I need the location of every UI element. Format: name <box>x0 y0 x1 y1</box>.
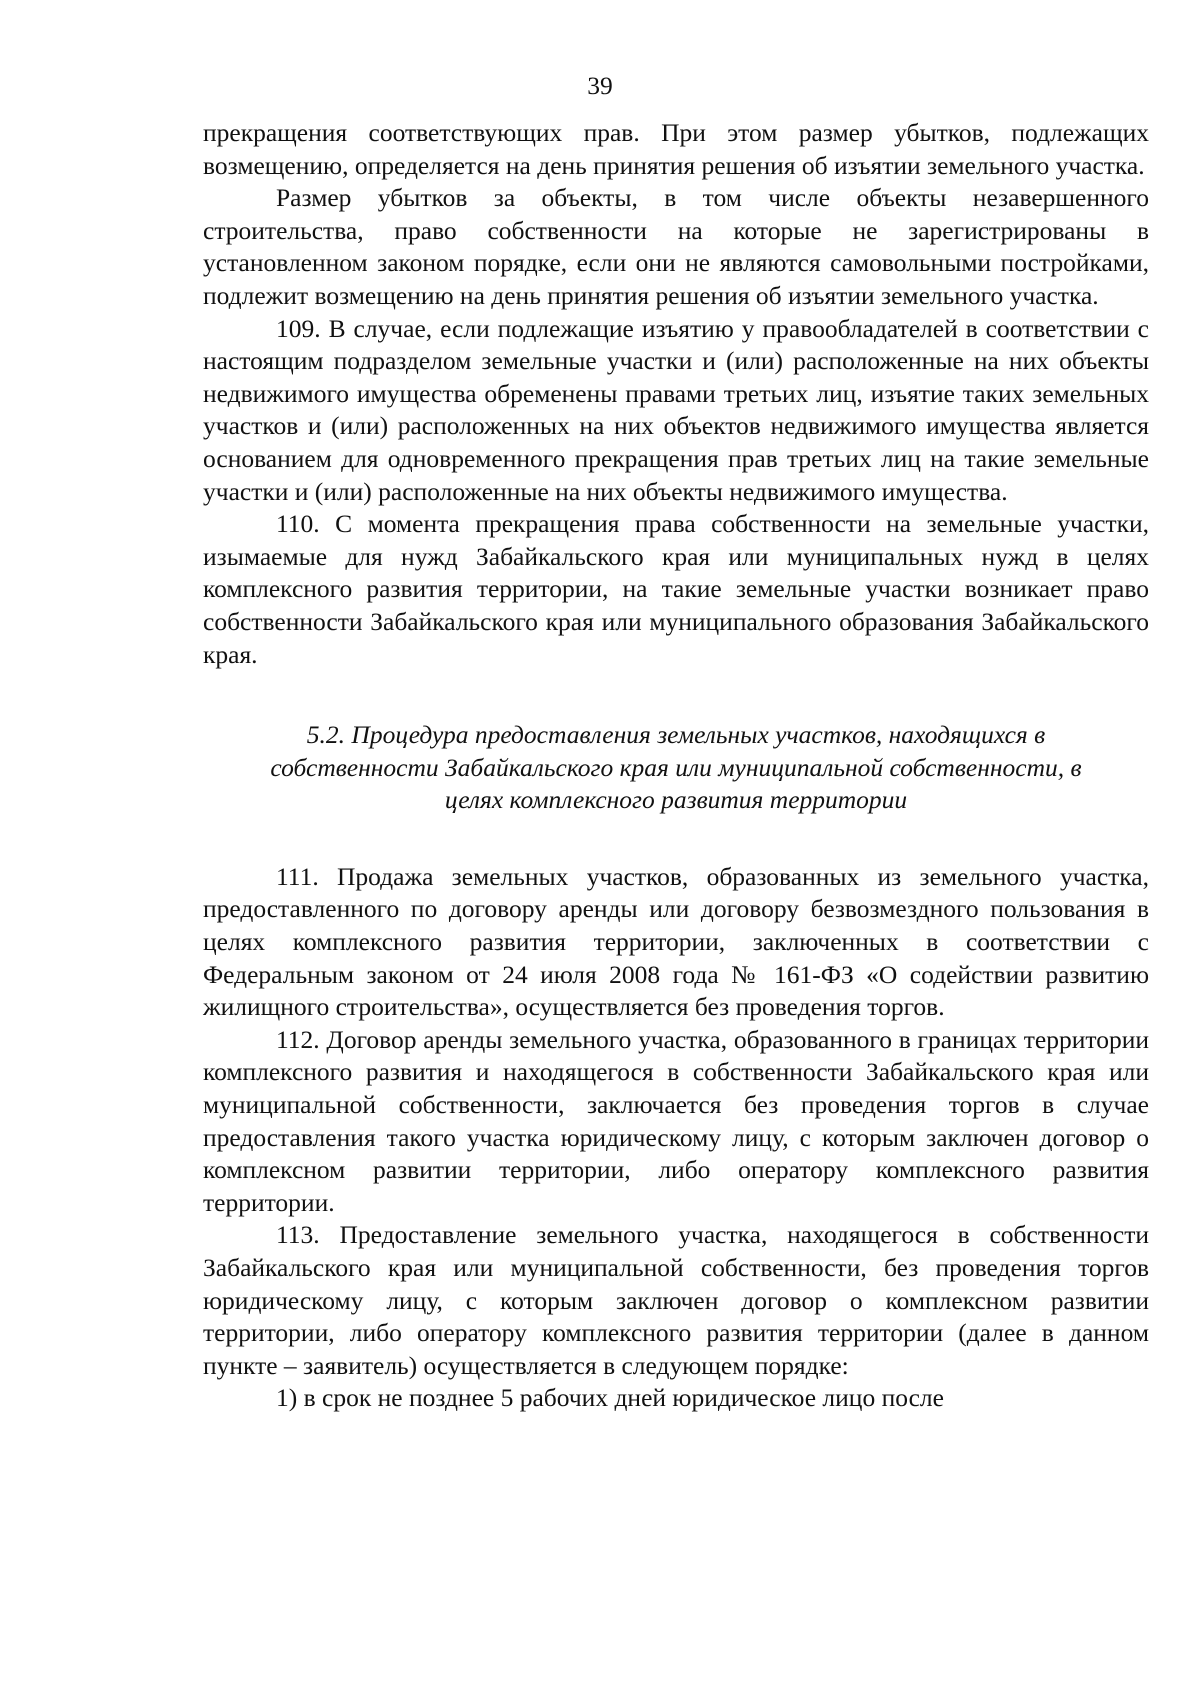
paragraph: Размер убытков за объекты, в том числе объекты незавершенного строительства, право собственности на которые не зарегистрированы в установленном законом порядке, если они не являются самовольными постройками, подлежит возмещению на день принятия решения об изъятии земельного участка. <box>203 183 1149 310</box>
paragraph: 111. Продажа земельных участков, образованных из земельного участка, предоставленного по договору аренды или договору безвозмездного пользования в целях комплексного развития территории, заключенных в соответствии с Федеральным законом от 24 июля 2008 года № 161-ФЗ «О содействии развитию жилищного строительства», осуществляется без проведения торгов. <box>203 861 1149 1022</box>
section-5-1-continuation <box>203 117 1149 671</box>
paragraph: 112. Договор аренды земельного участка, образованного в границах территории комплексного развития и находящегося в собственности Забайкальского края или муниципальной собственности, заключается без проведения торгов в случае предоставления такого участка юридическому лицу, с которым заключен договор о комплексном развитии территории, либо оператору комплексного развития территории. <box>203 1024 1149 1217</box>
paragraph: 1) в срок не позднее 5 рабочих дней юридическое лицо после <box>276 1383 944 1413</box>
paragraph: 110. С момента прекращения права собственности на земельные участки, изымаемые для нужд Забайкальского края или муниципальных нужд в целях комплексного развития территории, на такие земельные участки возникает право собственности Забайкальского края или муниципального образования Забайкальского края. <box>203 509 1149 669</box>
section-heading-5-2 <box>203 719 1149 817</box>
paragraph: прекращения соответствующих прав. При этом размер убытков, подлежащих возмещению, определяется на день принятия решения об изъятии земельного участка. <box>203 118 1149 180</box>
page-number: 39 <box>587 71 613 100</box>
section-heading-line: собственности Забайкальского края или муниципальной собственности, в <box>270 752 1082 782</box>
section-heading-line: 5.2. Процедура предоставления земельных участков, находящихся в <box>306 720 1046 750</box>
paragraph: 109. В случае, если подлежащие изъятию у правообладателей в соответствии с настоящим подразделом земельные участки и (или) расположенные на них объекты недвижимого имущества обременены правами третьих лиц, изъятие таких земельных участков и (или) расположенных на них объектов недвижимого имущества является основанием для одновременного прекращения прав третьих лиц на такие земельные участки и (или) расположенные на них объекты недвижимого имущества. <box>203 313 1149 506</box>
document-body <box>203 117 1149 1415</box>
paragraph: 113. Предоставление земельного участка, находящегося в собственности Забайкальского края или муниципальной собственности, без проведения торгов юридическому лицу, с которым заключен договор о комплексном развитии территории, либо оператору комплексного развития территории (далее в данном пункте – заявитель) осуществляется в следующем порядке: <box>203 1220 1149 1380</box>
section-heading-line: целях комплексного развития территории <box>444 785 908 815</box>
section-5-2-body <box>203 861 1149 1415</box>
